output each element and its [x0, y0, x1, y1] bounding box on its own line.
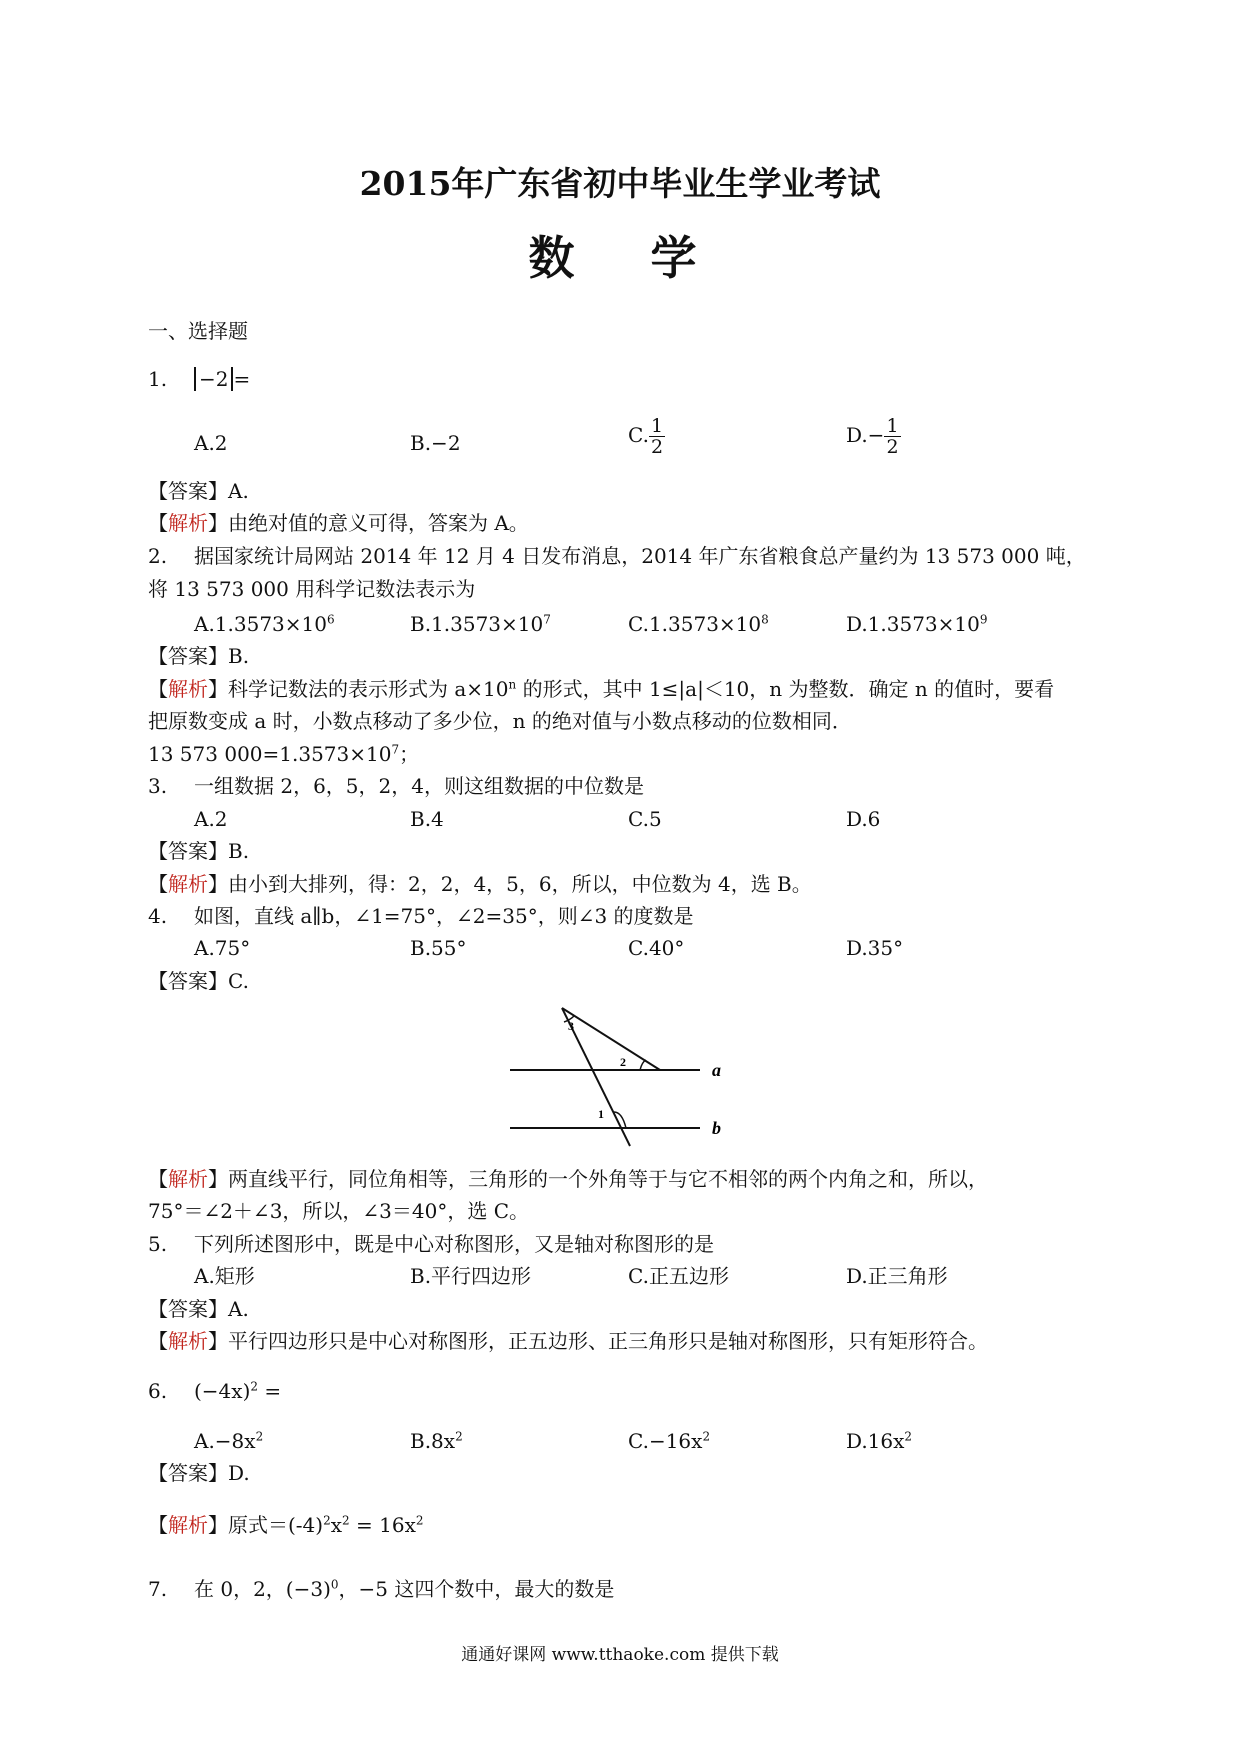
- q4-option-d: D.35°: [846, 936, 904, 960]
- q7-stem: [194, 1576, 614, 1602]
- option-text: C.1.3573×10: [628, 612, 762, 636]
- analysis-label: 解析: [168, 1329, 208, 1353]
- q4-analysis-line2: 75°＝∠2＋∠3，所以，∠3＝40°，选 C。: [148, 1199, 530, 1223]
- q1-option-a: A.2: [194, 431, 228, 455]
- answer-label: 【答案】: [148, 479, 228, 503]
- q1-stem: [194, 366, 250, 392]
- bracket-open: 【: [148, 677, 168, 701]
- option-text: A.1.3573×10: [194, 612, 327, 636]
- q2-option-d: [846, 611, 988, 637]
- answer-label: 【答案】: [148, 1297, 228, 1321]
- stem-text: 在 0，2，(−3): [194, 1577, 331, 1601]
- q5-stem: 下列所述图形中，既是中心对称图形，又是轴对称图形的是: [194, 1232, 714, 1256]
- q1-number: 1.: [148, 367, 168, 391]
- fraction-denominator: 2: [886, 436, 899, 458]
- fraction-denominator: 2: [650, 436, 664, 458]
- answer-label: 【答案】: [148, 1461, 228, 1485]
- q2-option-c: [628, 611, 769, 637]
- exponent: 7: [391, 742, 400, 757]
- q6-stem: [194, 1378, 281, 1404]
- answer-value: C.: [228, 969, 249, 993]
- bracket-open: 【: [148, 872, 168, 896]
- option-text: A.−8x: [194, 1429, 256, 1453]
- bracket-open: 【: [148, 1329, 168, 1353]
- bracket-close: 】: [208, 1167, 228, 1191]
- subject-title: 数 学: [528, 231, 727, 285]
- exponent: 2: [455, 1429, 463, 1444]
- parallel-lines-figure: [500, 1000, 740, 1160]
- q6-option-d: [846, 1428, 912, 1454]
- analysis-text: x: [330, 1513, 343, 1537]
- q2-number: 2.: [148, 544, 168, 568]
- q3-answer: [148, 838, 249, 864]
- analysis-text: 由小到大排列，得：2，2，4，5，6，所以，中位数为 4，选 B。: [228, 872, 812, 896]
- option-text: B.1.3573×10: [410, 612, 544, 636]
- exponent: 2: [702, 1429, 711, 1444]
- bracket-open: 【: [148, 511, 168, 535]
- stem-text: (−4x): [194, 1379, 251, 1403]
- q4-option-b: B.55°: [410, 936, 467, 960]
- q6-option-b: [410, 1428, 463, 1454]
- analysis-text: 的形式，其中 1≤|a|＜10，n 为整数．确定 n 的值时，要看: [516, 677, 1055, 701]
- option-text: B.8x: [410, 1429, 456, 1453]
- answer-value: B.: [228, 644, 250, 668]
- option-text: D.16x: [846, 1429, 905, 1453]
- q3-analysis: [148, 871, 812, 897]
- analysis-text: 13 573 000=1.3573×10: [148, 742, 392, 766]
- fraction-numerator: 1: [650, 415, 664, 437]
- bracket-close: 】: [208, 872, 228, 896]
- exponent: 2: [904, 1429, 913, 1444]
- analysis-label: 解析: [168, 511, 208, 535]
- q4-number: 4.: [148, 904, 168, 928]
- q5-option-a: A.矩形: [194, 1264, 255, 1288]
- exponent: 2: [250, 1379, 259, 1394]
- bracket-open: 【: [148, 1167, 168, 1191]
- answer-value: A.: [228, 479, 249, 503]
- analysis-text: 科学记数法的表示形式为 a×10: [228, 677, 509, 701]
- angle-1-label: 1: [598, 1107, 604, 1121]
- q2-option-a: [194, 611, 335, 637]
- analysis-label: 解析: [168, 677, 208, 701]
- q5-option-d: D.正三角形: [846, 1264, 948, 1288]
- line-b-label: b: [712, 1118, 721, 1138]
- q5-option-b: B.平行四边形: [410, 1264, 532, 1288]
- analysis-label: 解析: [168, 1513, 208, 1537]
- q1-answer: [148, 478, 249, 504]
- exam-title: 2015年广东省初中毕业生学业考试: [359, 164, 881, 203]
- q1-option-d: [846, 416, 901, 457]
- exponent: 2: [255, 1429, 264, 1444]
- line-a-label: a: [712, 1060, 721, 1080]
- analysis-text: 由绝对值的意义可得，答案为 A。: [228, 511, 529, 535]
- page-footer: 通通好课网 www.tthaoke.com 提供下载: [461, 1645, 779, 1665]
- bracket-close: 】: [208, 677, 228, 701]
- q3-number: 3.: [148, 774, 168, 798]
- q6-answer: [148, 1460, 250, 1486]
- q1-option-c-prefix: C.: [628, 423, 649, 447]
- analysis-text: 平行四边形只是中心对称图形，正五边形、正三角形只是轴对称图形，只有矩形符合。: [228, 1329, 988, 1353]
- q3-option-b: B.4: [410, 807, 444, 831]
- exponent: 6: [327, 612, 335, 627]
- exponent: 7: [543, 612, 551, 627]
- q4-answer: [148, 968, 249, 994]
- q6-option-a: [194, 1428, 263, 1454]
- q1-option-d-fraction: [884, 416, 900, 457]
- analysis-text: 两直线平行，同位角相等，三角形的一个外角等于与它不相邻的两个内角之和，所以，: [228, 1167, 988, 1191]
- q5-number: 5.: [148, 1232, 168, 1256]
- analysis-text: 原式＝(-4): [228, 1513, 324, 1537]
- angle-3-label: 3: [568, 1019, 574, 1033]
- q6-analysis: [148, 1512, 424, 1538]
- q6-option-c: [628, 1428, 710, 1454]
- analysis-label: 解析: [168, 872, 208, 896]
- bracket-open: 【: [148, 1513, 168, 1537]
- q3-stem: 一组数据 2，6，5，2，4，则这组数据的中位数是: [194, 774, 644, 798]
- q6-number: 6.: [148, 1379, 168, 1403]
- answer-label: 【答案】: [148, 839, 228, 863]
- q1-stem-tail: =: [233, 367, 251, 391]
- angle-2-label: 2: [620, 1055, 626, 1069]
- q5-answer: [148, 1296, 249, 1322]
- stem-text: ，−5 这四个数中，最大的数是: [338, 1577, 615, 1601]
- q2-stem-line1: 据国家统计局网站 2014 年 12 月 4 日发布消息，2014 年广东省粮食总产量约为 13 573 000 吨，: [194, 544, 1086, 568]
- answer-value: D.: [228, 1461, 250, 1485]
- q5-option-c: C.正五边形: [628, 1264, 729, 1288]
- q7-number: 7.: [148, 1577, 168, 1601]
- q5-analysis: [148, 1328, 988, 1354]
- q4-stem: 如图，直线 a∥b，∠1=75°，∠2=35°，则∠3 的度数是: [194, 904, 694, 928]
- q3-option-d: D.6: [846, 807, 881, 831]
- answer-value: B.: [228, 839, 250, 863]
- bracket-close: 】: [208, 1329, 228, 1353]
- analysis-text: ；: [399, 742, 420, 766]
- option-text: C.−16x: [628, 1429, 703, 1453]
- q1-option-c: [628, 416, 665, 457]
- q1-analysis: [148, 510, 529, 536]
- exponent: 2: [342, 1513, 350, 1528]
- q4-option-c: C.40°: [628, 936, 685, 960]
- q1-abs-value: −2: [194, 367, 233, 391]
- exponent: 2: [415, 1513, 424, 1528]
- q2-stem-line2: 将 13 573 000 用科学记数法表示为: [148, 577, 476, 601]
- analysis-text: = 16x: [349, 1513, 416, 1537]
- q3-option-a: A.2: [194, 807, 228, 831]
- answer-label: 【答案】: [148, 644, 228, 668]
- bracket-close: 】: [208, 1513, 228, 1537]
- q2-answer: [148, 643, 249, 669]
- q2-analysis-line3: [148, 741, 419, 767]
- q4-option-a: A.75°: [194, 936, 251, 960]
- exponent: n: [508, 677, 517, 692]
- bracket-close: 】: [208, 511, 228, 535]
- q1-option-c-fraction: [649, 416, 665, 457]
- answer-value: A.: [228, 1297, 249, 1321]
- fraction-numerator: 1: [886, 415, 899, 437]
- section-heading: 一、选择题: [148, 319, 248, 343]
- exponent: 9: [979, 612, 988, 627]
- exponent: 8: [761, 612, 769, 627]
- q2-analysis-line2: 把原数变成 a 时，小数点移动了多少位，n 的绝对值与小数点移动的位数相同．: [148, 709, 852, 733]
- q1-option-b: B.−2: [410, 431, 461, 455]
- q1-option-d-prefix: D.−: [846, 423, 885, 447]
- stem-text: =: [258, 1379, 282, 1403]
- exponent: 2: [323, 1513, 331, 1528]
- analysis-label: 解析: [168, 1167, 208, 1191]
- q3-option-c: C.5: [628, 807, 662, 831]
- option-text: D.1.3573×10: [846, 612, 980, 636]
- q2-analysis-line1: [148, 676, 1054, 702]
- answer-label: 【答案】: [148, 969, 228, 993]
- q2-option-b: [410, 611, 551, 637]
- exponent: 0: [330, 1577, 339, 1592]
- q4-analysis-line1: [148, 1166, 988, 1192]
